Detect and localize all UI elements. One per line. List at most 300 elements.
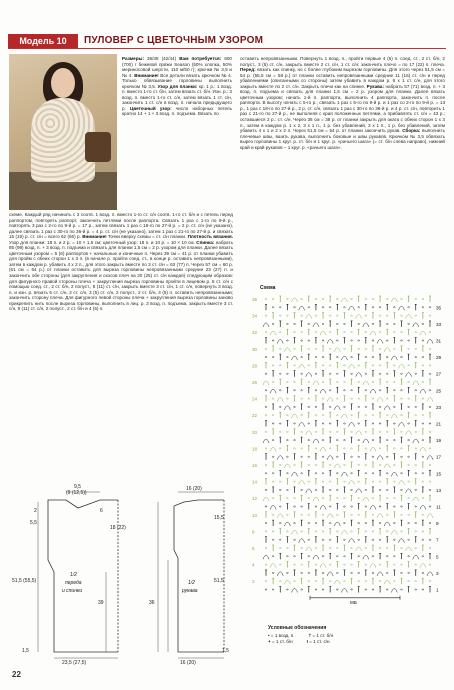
- stitch-chain: [344, 348, 346, 349]
- front-caption-1: 1/2: [70, 572, 77, 578]
- stitch-chain: [344, 390, 346, 391]
- stitch-chain: [351, 514, 353, 515]
- paragraph-text: оставить непровязанными. Повернуть 1 возд. п., пройти первые 4 (5) п. соед. ст., 2 ст. б/н, 2 полуст., 3 (5) ст. с/н, закрыть вместе 2 ст. с/н, 1 ст. с/н; закончить плечо = по 17 (22) п. плеча.: [240, 56, 445, 67]
- photo-bag: [85, 132, 111, 162]
- stitch-chain: [422, 381, 424, 382]
- stitch-chain-arc: [292, 589, 298, 593]
- stitch-chain: [401, 473, 403, 474]
- stitch-chain: [351, 431, 353, 432]
- stitch-chain: [329, 506, 331, 507]
- stitch-chain: [386, 323, 388, 324]
- stitch-chain-arc: [370, 389, 376, 393]
- stitch-chain-arc: [327, 572, 333, 576]
- stitch-chain: [322, 307, 324, 308]
- stitch-chain: [322, 357, 324, 358]
- paragraph-text: Точки вверху схемы = ст. с/н планки.: [106, 234, 188, 240]
- stitch-chain: [336, 340, 338, 341]
- stitch-chain-arc: [398, 364, 404, 368]
- stitch-chain: [429, 315, 431, 316]
- stitch-chain: [358, 348, 360, 349]
- row-number: 7: [436, 537, 439, 543]
- stitch-chain: [379, 547, 381, 548]
- stitch-chain: [393, 464, 395, 465]
- stitch-chain: [358, 556, 360, 557]
- stitch-chain-arc: [306, 373, 312, 377]
- stitch-chain: [365, 431, 367, 432]
- stitch-chain: [408, 539, 410, 540]
- stitch-chain-arc: [334, 580, 340, 584]
- stitch-chain: [301, 456, 303, 457]
- stitch-chain: [351, 373, 353, 374]
- paragraph-text: Узор для планки: 18 п. и 2 р. = 10 × 1,5 см; цветочный узор: 18 п. и 10 р. = 10 × 10 см.: [9, 239, 197, 245]
- stitch-chain: [429, 564, 431, 565]
- stitch-chain: [272, 572, 274, 573]
- row-number: 14: [252, 479, 258, 485]
- stitch-chain: [372, 498, 374, 499]
- stitch-chain-arc: [377, 514, 383, 518]
- stitch-chain: [329, 365, 331, 366]
- stitch-chain: [408, 572, 410, 573]
- stitch-chain: [329, 373, 331, 374]
- stitch-chain: [358, 456, 360, 457]
- stitch-chain-arc: [334, 406, 340, 410]
- paragraph-heading: Узор для планки:: [157, 83, 198, 89]
- stitch-chain: [422, 531, 424, 532]
- row-number: 26: [252, 380, 258, 385]
- stitch-chain: [336, 589, 338, 590]
- stitch-chain-arc: [341, 414, 347, 418]
- stitch-chain: [294, 448, 296, 449]
- stitch-chain: [351, 547, 353, 548]
- stitch-chain: [308, 464, 310, 465]
- stitch-chain: [401, 357, 403, 358]
- stitch-chain: [286, 357, 288, 358]
- stitch-chain: [322, 398, 324, 399]
- stitch-chain: [329, 539, 331, 540]
- stitch-chain: [322, 365, 324, 366]
- row-number: 11: [436, 504, 441, 510]
- stitch-chain-arc: [341, 530, 347, 534]
- stitch-chain: [308, 398, 310, 399]
- stitch-chain: [329, 547, 331, 548]
- stitch-chain: [429, 448, 431, 449]
- stitch-chain: [415, 531, 417, 532]
- stitch-chain: [358, 539, 360, 540]
- stitch-chain-arc: [363, 323, 369, 327]
- stitch-chain: [401, 431, 403, 432]
- stitch-chain: [408, 456, 410, 457]
- stitch-chain: [279, 307, 281, 308]
- stitch-chain-arc: [284, 348, 290, 352]
- stitch-chain-arc: [377, 456, 383, 460]
- stitch-chain: [272, 357, 274, 358]
- stitch-chain: [265, 564, 267, 565]
- paragraph-text: кр. 1 р.: 1 возд. п. вместо 1-го ст. б/н, затем вязать ст. б/н. Изн. р.: 3 возд. п. вместо 1-го ст. с/н, затем вязать 1 ст. с/н, закончить 1 ст. с/н в возд. п. начала предыдущего р.: [122, 83, 233, 111]
- stitch-chain-arc: [341, 472, 347, 476]
- stitch-chain: [415, 373, 417, 374]
- stitch-chain: [308, 581, 310, 582]
- stitch-chain: [415, 547, 417, 548]
- stitch-chain: [422, 340, 424, 341]
- stitch-chain: [315, 523, 317, 524]
- paragraph-text: набрать 85 (99) возд. п. + 3 возд. п. подъема и связать для планки 1,5 см = 2 р. узором для планки. Далее вязать цветочным узором = 5 (6) раппортов + начальные и конечные п. Через 39 см = 41 р. от планки убавить для пройм с обеих сторон 1 x 3 п. (в начале р. пройти соед. ст., в конце р. оставить непровязанными), затем в каждом р. убавить 4 x 2 п., для этого закрыть вместе по 3 ст. с/н = 63 (77) п. Через 57 см = 60 р. (61 см = 64 р.) от планки оставить для выреза горловины непровязанными средние 23 (27) п. и закончить обе стороны (для закругления и скосов плеч на 20 (25) ст. с/н каждая) следующим образом: для фигурного правой стороны плеча + закругления выреза горловины пройти в лицевом р. 6 ст. с/н с помощью соед. ст., 2 ст. б/н, 2 полуст., 8 (11) ст. с/н, закрыть вместе 3 ст. с/н, 1 ст. с/н, повернуть 3 возд. п. и изн. р. вязать 5 ст. с/н, 2 ст. с/н, 3 (5) ст. с/н, 2 полуст., 2 ст. б/н, 4 (5) п. оставить непровязанными; закончить сторону плеча. Для фигурного левой стороны плеча + закругления выреза горловины заново прикрепить нить после выреза горловины, выполнить в лиц. р. 3 возд. п. подъема, закрыть вместе 3 ст. с/н, 8 (11) ст. с/н, 2 полуст., 2 ст. б/н и 4 (5) п.: [9, 239, 233, 312]
- stitch-chain: [279, 481, 281, 482]
- stitch-chain-arc: [427, 398, 433, 402]
- legend-symbol: I: [306, 639, 310, 644]
- stitch-chain: [422, 473, 424, 474]
- stitch-chain: [408, 523, 410, 524]
- stitch-chain: [265, 489, 267, 490]
- stitch-chain: [358, 514, 360, 515]
- stitch-chain: [401, 547, 403, 548]
- stitch-chain: [286, 373, 288, 374]
- stitch-chain-arc: [306, 547, 312, 551]
- stitch-chain-arc: [420, 331, 426, 335]
- paragraph-heading: Цветочный узор:: [129, 105, 172, 111]
- stitch-chain: [386, 315, 388, 316]
- stitch-chain: [393, 348, 395, 349]
- stitch-chain-arc: [377, 572, 383, 576]
- stitch-chain-arc: [263, 323, 269, 327]
- stitch-chain-arc: [356, 431, 362, 435]
- stitch-chain: [301, 373, 303, 374]
- stitch-chain: [336, 498, 338, 499]
- stitch-chain: [344, 556, 346, 557]
- stitch-chain: [265, 523, 267, 524]
- row-number: 10: [252, 512, 258, 518]
- stitch-chain: [344, 506, 346, 507]
- stitch-chain: [351, 390, 353, 391]
- stitch-chain: [336, 381, 338, 382]
- row-number: 18: [252, 446, 258, 452]
- stitch-chain: [351, 473, 353, 474]
- row-number: 33: [436, 321, 442, 327]
- stitch-chain: [415, 315, 417, 316]
- stitch-chain: [294, 556, 296, 557]
- stitch-chain: [422, 307, 424, 308]
- stitch-chain: [415, 431, 417, 432]
- stitch-chain: [386, 473, 388, 474]
- stitch-chain: [372, 456, 374, 457]
- stitch-chain: [329, 431, 331, 432]
- stitch-chain: [279, 539, 281, 540]
- stitch-chain: [379, 523, 381, 524]
- stitch-chain: [279, 373, 281, 374]
- stitch-chain: [386, 431, 388, 432]
- stitch-chain: [401, 489, 403, 490]
- article-header: [8, 34, 446, 49]
- stitch-chain: [279, 489, 281, 490]
- stitch-chain-arc: [270, 447, 276, 451]
- stitch-chain: [365, 448, 367, 449]
- stitch-chain: [372, 514, 374, 515]
- stitch-chain: [372, 381, 374, 382]
- front-armhole-depth: 18 (22): [110, 525, 126, 531]
- stitch-chain: [308, 406, 310, 407]
- stitch-chain: [408, 323, 410, 324]
- stitch-chain: [344, 564, 346, 565]
- stitch-chain: [315, 332, 317, 333]
- stitch-chain: [272, 556, 274, 557]
- stitch-chain: [393, 523, 395, 524]
- stitch-chain-arc: [398, 539, 404, 543]
- stitch-chain: [301, 531, 303, 532]
- stitch-chain: [322, 456, 324, 457]
- stitch-chain: [294, 440, 296, 441]
- stitch-chain-arc: [384, 580, 390, 584]
- photo-face: [51, 68, 75, 98]
- row-number: 36: [252, 297, 258, 302]
- stitch-chain-arc: [406, 373, 412, 377]
- stitch-chain-arc: [377, 398, 383, 402]
- stitch-chain: [365, 348, 367, 349]
- stitch-chain-arc: [299, 539, 305, 543]
- stitch-chain: [286, 547, 288, 548]
- stitch-chain: [401, 373, 403, 374]
- stitch-chain-arc: [370, 447, 376, 451]
- stitch-chain: [401, 531, 403, 532]
- stitch-chain: [315, 390, 317, 391]
- stitch-chain: [301, 506, 303, 507]
- stitch-chain: [308, 481, 310, 482]
- stitch-chain-arc: [413, 497, 419, 501]
- stitch-chain: [315, 489, 317, 490]
- stitch-chain: [286, 473, 288, 474]
- stitch-chain: [322, 572, 324, 573]
- row-number: 21: [436, 421, 442, 427]
- stitch-chain-arc: [356, 547, 362, 551]
- stitch-chain: [301, 390, 303, 391]
- stitch-chain: [286, 531, 288, 532]
- stitch-chain: [429, 390, 431, 391]
- stitch-chain: [336, 431, 338, 432]
- paragraph-text: число наборных петель кратно 14 + 1 + 3 возд. п. подъема. Вязать по: [122, 105, 232, 117]
- stitch-chain: [408, 398, 410, 399]
- front-caption-2: переда: [65, 580, 82, 586]
- stitch-chain-arc: [384, 522, 390, 526]
- stitch-chain: [322, 531, 324, 532]
- stitch-chain-arc: [384, 464, 390, 468]
- stitch-chain: [322, 298, 324, 299]
- stitch-chain: [315, 348, 317, 349]
- stitch-chain: [358, 523, 360, 524]
- paragraph-heading: Сборка:: [402, 128, 421, 134]
- stitch-chain: [294, 348, 296, 349]
- stitch-chain: [322, 556, 324, 557]
- stitch-chain-arc: [349, 423, 355, 427]
- stitch-chain: [294, 381, 296, 382]
- stitch-chain: [401, 564, 403, 565]
- stitch-chain: [422, 572, 424, 573]
- stitch-chain: [344, 332, 346, 333]
- stitch-chain: [272, 298, 274, 299]
- row-number: 12: [252, 496, 258, 502]
- stitch-chain: [408, 464, 410, 465]
- stitch-chain: [365, 489, 367, 490]
- stitch-chain-arc: [327, 514, 333, 518]
- stitch-chain-arc: [306, 431, 312, 435]
- article-title: ПУЛОВЕР С ЦВЕТОЧНЫМ УЗОРОМ: [84, 35, 264, 46]
- stitch-chain: [351, 398, 353, 399]
- stitch-chain-arc: [277, 398, 283, 402]
- stitch-chain-arc: [313, 381, 319, 385]
- stitch-chain: [393, 423, 395, 424]
- stitch-chain: [365, 464, 367, 465]
- stitch-chain: [336, 373, 338, 374]
- front-bottom-width: 23,5 (27,5): [62, 660, 87, 666]
- stitch-chain: [415, 523, 417, 524]
- stitch-chain: [358, 423, 360, 424]
- paragraph-heading: Внимание!: [134, 72, 159, 78]
- front-back-pattern: [8, 480, 128, 670]
- stitch-chain-arc: [406, 315, 412, 319]
- stitch-chain: [279, 506, 281, 507]
- stitch-chain: [329, 307, 331, 308]
- stitch-chain: [308, 539, 310, 540]
- row-number: 29: [436, 355, 442, 361]
- stitch-chain-arc: [391, 530, 397, 534]
- sleeve-hem: 1,5: [222, 648, 229, 654]
- stitch-chain: [301, 315, 303, 316]
- stitch-chain: [372, 398, 374, 399]
- stitch-chain: [365, 406, 367, 407]
- stitch-chain-arc: [420, 389, 426, 393]
- stitch-chain-arc: [292, 472, 298, 476]
- legend-item: [307, 639, 330, 645]
- stitch-chain-arc: [398, 423, 404, 427]
- legend-title: Условные обозначения: [268, 625, 327, 631]
- stitch-chain: [301, 473, 303, 474]
- stitch-chain: [415, 473, 417, 474]
- stitch-chain: [365, 357, 367, 358]
- sleeve-caption-1: 1/2: [188, 580, 195, 586]
- stitch-chain: [386, 398, 388, 399]
- stitch-chain: [408, 365, 410, 366]
- stitch-chain: [301, 572, 303, 573]
- stitch-chain: [386, 357, 388, 358]
- stitch-chain: [351, 489, 353, 490]
- stitch-chain: [272, 589, 274, 590]
- stitch-chain-arc: [292, 414, 298, 418]
- stitch-chain: [329, 423, 331, 424]
- stitch-chain: [308, 365, 310, 366]
- stitch-chain: [408, 307, 410, 308]
- stitch-chain: [393, 440, 395, 441]
- stitch-chain: [358, 464, 360, 465]
- stitch-chain: [429, 523, 431, 524]
- stitch-chain: [344, 581, 346, 582]
- stitch-chain-arc: [292, 530, 298, 534]
- paragraph-text: 36/38 (42/44): [144, 56, 180, 61]
- stitch-chain: [315, 373, 317, 374]
- stitch-chain-arc: [413, 439, 419, 443]
- stitch-chain: [286, 298, 288, 299]
- stitch-chain: [344, 440, 346, 441]
- stitch-chain-arc: [313, 439, 319, 443]
- stitch-chain: [351, 357, 353, 358]
- stitch-chain: [279, 423, 281, 424]
- stitch-chain: [301, 415, 303, 416]
- stitch-chain: [379, 365, 381, 366]
- stitch-chain: [301, 398, 303, 399]
- stitch-chain: [408, 440, 410, 441]
- stitch-chain: [365, 373, 367, 374]
- stitch-chain: [422, 415, 424, 416]
- stitch-chain: [393, 448, 395, 449]
- stitch-chain-arc: [384, 348, 390, 352]
- stitch-chain: [301, 564, 303, 565]
- stitch-chain: [379, 564, 381, 565]
- stitch-chain-arc: [349, 481, 355, 485]
- stitch-chain: [301, 431, 303, 432]
- stitch-chain-arc: [270, 331, 276, 335]
- stitch-chain: [401, 332, 403, 333]
- stitch-chain: [315, 448, 317, 449]
- stitch-chain: [336, 531, 338, 532]
- stitch-chain-arc: [277, 340, 283, 344]
- stitch-chain: [358, 323, 360, 324]
- stitch-chain: [372, 440, 374, 441]
- stitch-chain: [329, 390, 331, 391]
- stitch-chain: [315, 415, 317, 416]
- stitch-chain: [408, 581, 410, 582]
- stitch-chain: [358, 581, 360, 582]
- stitch-chain-arc: [398, 481, 404, 485]
- stitch-chain: [372, 298, 374, 299]
- stitch-chain-arc: [277, 514, 283, 518]
- stitch-chain: [265, 589, 267, 590]
- stitch-chain: [422, 440, 424, 441]
- stitch-chain-arc: [420, 564, 426, 568]
- stitch-chain-arc: [370, 331, 376, 335]
- stitch-chain: [308, 307, 310, 308]
- stitch-chain: [401, 340, 403, 341]
- stitch-chain: [365, 390, 367, 391]
- stitch-chain-arc: [391, 589, 397, 593]
- stitch-chain: [265, 506, 267, 507]
- stitch-chain: [429, 489, 431, 490]
- stitch-chain: [386, 381, 388, 382]
- stitch-chain: [344, 481, 346, 482]
- stitch-chain: [429, 464, 431, 465]
- stitch-chain: [315, 298, 317, 299]
- stitch-chain: [429, 406, 431, 407]
- stitch-chain-arc: [356, 315, 362, 319]
- stitch-chain: [401, 589, 403, 590]
- stitch-chain: [272, 323, 274, 324]
- stitch-chain: [301, 332, 303, 333]
- stitch-chain-arc: [313, 323, 319, 327]
- paragraph-heading: Вам потребуется:: [179, 56, 222, 61]
- stitch-chain-arc: [341, 298, 347, 302]
- paragraph: [82, 234, 187, 239]
- stitch-chain: [358, 481, 360, 482]
- stitch-chain: [386, 373, 388, 374]
- stitch-chain: [279, 564, 281, 565]
- stitch-chain: [386, 572, 388, 573]
- row-number: 23: [436, 404, 442, 410]
- stitch-chain: [336, 415, 338, 416]
- stitch-chain-arc: [277, 572, 283, 576]
- stitch-chain-arc: [341, 589, 347, 593]
- sleeve-height: 36: [149, 600, 155, 606]
- paragraph: [122, 106, 232, 117]
- stitch-chain-arc: [427, 514, 433, 518]
- stitch-chain: [272, 340, 274, 341]
- stitch-chain: [336, 398, 338, 399]
- stitch-chain: [315, 406, 317, 407]
- stitch-chain: [422, 456, 424, 457]
